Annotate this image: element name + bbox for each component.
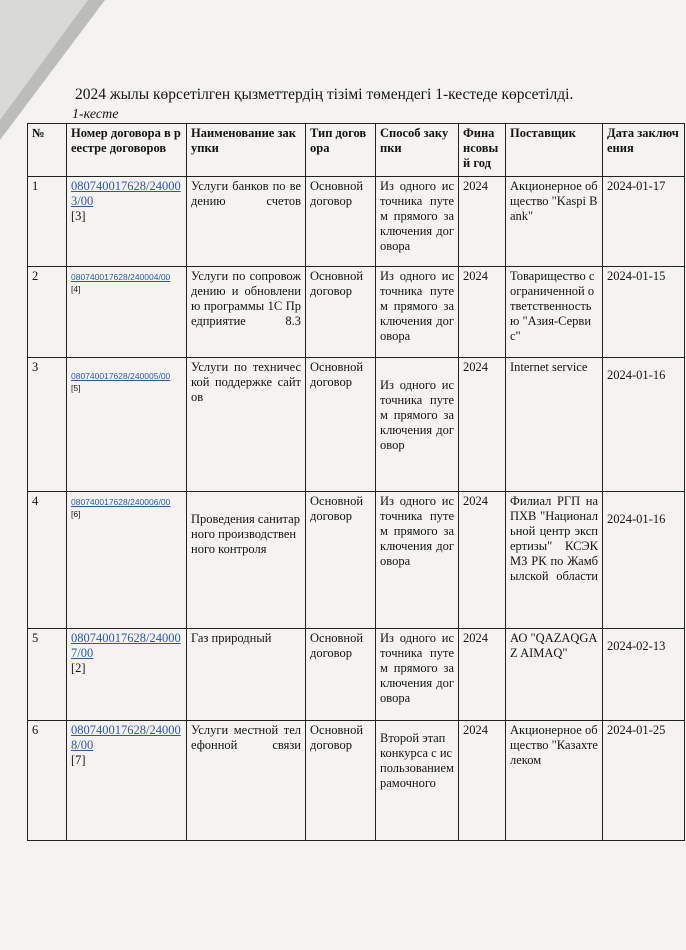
conclusion-date: 2024-01-16 [603, 358, 685, 492]
supplier: АО "QAZAQGAZ AIMAQ" [506, 629, 603, 721]
row-number: 3 [28, 358, 67, 492]
purchase-method: Из одного источника путем прямого заключения договор [376, 358, 459, 492]
contract-cell [67, 492, 187, 629]
supplier: Товарищество с ограниченной ответственностью "Азия-Сервис" [506, 267, 603, 358]
header-contract-type: Тип договора [306, 124, 376, 177]
fiscal-year: 2024 [459, 721, 506, 841]
fiscal-year: 2024 [459, 358, 506, 492]
reference: [3] [71, 209, 86, 223]
contract-cell [67, 721, 187, 841]
contract-link[interactable]: 080740017628/240003/00 [71, 179, 181, 208]
row-number: 1 [28, 177, 67, 267]
purchase-name: Услуги банков по ведению счетов [187, 177, 306, 267]
reference: [6] [71, 509, 81, 519]
contract-cell [67, 629, 187, 721]
purchase-method: Из одного источника путем прямого заключения договора [376, 177, 459, 267]
purchase-name: Проведения санитарного производственного контроля [187, 492, 306, 629]
row-number: 4 [28, 492, 67, 629]
purchase-method: Из одного источника путем прямого заключения договора [376, 629, 459, 721]
row-number: 5 [28, 629, 67, 721]
contract-link[interactable]: 080740017628/240008/00 [71, 723, 181, 752]
reference: [4] [71, 284, 81, 294]
page-title: 2024 жылы көрсетілген қызметтердің тізімі төмендегі 1-кестеде көрсетілді. [75, 86, 574, 103]
header-number: № [28, 124, 67, 177]
table-row [28, 177, 685, 267]
supplier: Акционерное общество "Казахтелеком [506, 721, 603, 841]
header-contract-number: Номер договора в реестре договоров [67, 124, 187, 177]
conclusion-date: 2024-01-15 [603, 267, 685, 358]
table-row [28, 492, 685, 629]
purchase-name: Газ природный [187, 629, 306, 721]
contract-link[interactable]: 080740017628/240005/00 [71, 371, 171, 381]
fiscal-year: 2024 [459, 177, 506, 267]
contracts-table [27, 123, 685, 841]
purchase-method: Из одного источника путем прямого заключения договора [376, 267, 459, 358]
conclusion-date: 2024-01-17 [603, 177, 685, 267]
row-number: 2 [28, 267, 67, 358]
header-conclusion-date: Дата заключения [603, 124, 685, 177]
contract-link[interactable]: 080740017628/240004/00 [71, 272, 171, 282]
contract-link[interactable]: 080740017628/240006/00 [71, 497, 171, 507]
conclusion-date: 2024-01-16 [603, 492, 685, 629]
supplier: Акционерное общество "Kaspi Bank" [506, 177, 603, 267]
contract-type: Основной договор [306, 629, 376, 721]
table-row [28, 721, 685, 841]
contract-type: Основной договор [306, 358, 376, 492]
purchase-name: Услуги по технической поддержке сайтов [187, 358, 306, 492]
supplier: Internet service [506, 358, 603, 492]
header-purchase-name: Наименование закупки [187, 124, 306, 177]
header-purchase-method: Способ закупки [376, 124, 459, 177]
table-row [28, 358, 685, 492]
table-header-row [28, 124, 685, 177]
reference: [2] [71, 661, 86, 675]
header-supplier: Поставщик [506, 124, 603, 177]
conclusion-date: 2024-01-25 [603, 721, 685, 841]
row-number: 6 [28, 721, 67, 841]
table-caption: 1-кесте [72, 107, 119, 122]
fiscal-year: 2024 [459, 629, 506, 721]
supplier: Филиал РГП на ПХВ "Национальной центр экспертизы" КСЭК МЗ РК по Жамбылской области [506, 492, 603, 629]
reference: [7] [71, 753, 86, 767]
header-fiscal-year: Финансовый год [459, 124, 506, 177]
reference: [5] [71, 383, 81, 393]
fiscal-year: 2024 [459, 492, 506, 629]
contract-cell [67, 177, 187, 267]
purchase-name: Услуги местной телефонной связи [187, 721, 306, 841]
contract-cell [67, 267, 187, 358]
contract-type: Основной договор [306, 267, 376, 358]
purchase-method: Второй этап конкурса с использованием рамочного [376, 721, 459, 841]
table-row [28, 267, 685, 358]
fiscal-year: 2024 [459, 267, 506, 358]
contract-link[interactable]: 080740017628/240007/00 [71, 631, 181, 660]
purchase-method: Из одного источника путем прямого заключения договора [376, 492, 459, 629]
contract-type: Основной договор [306, 721, 376, 841]
table-row [28, 629, 685, 721]
purchase-name: Услуги по сопровождению и обновлению программы 1С Предприятие 8.3 [187, 267, 306, 358]
contract-type: Основной договор [306, 177, 376, 267]
conclusion-date: 2024-02-13 [603, 629, 685, 721]
contract-type: Основной договор [306, 492, 376, 629]
contract-cell [67, 358, 187, 492]
